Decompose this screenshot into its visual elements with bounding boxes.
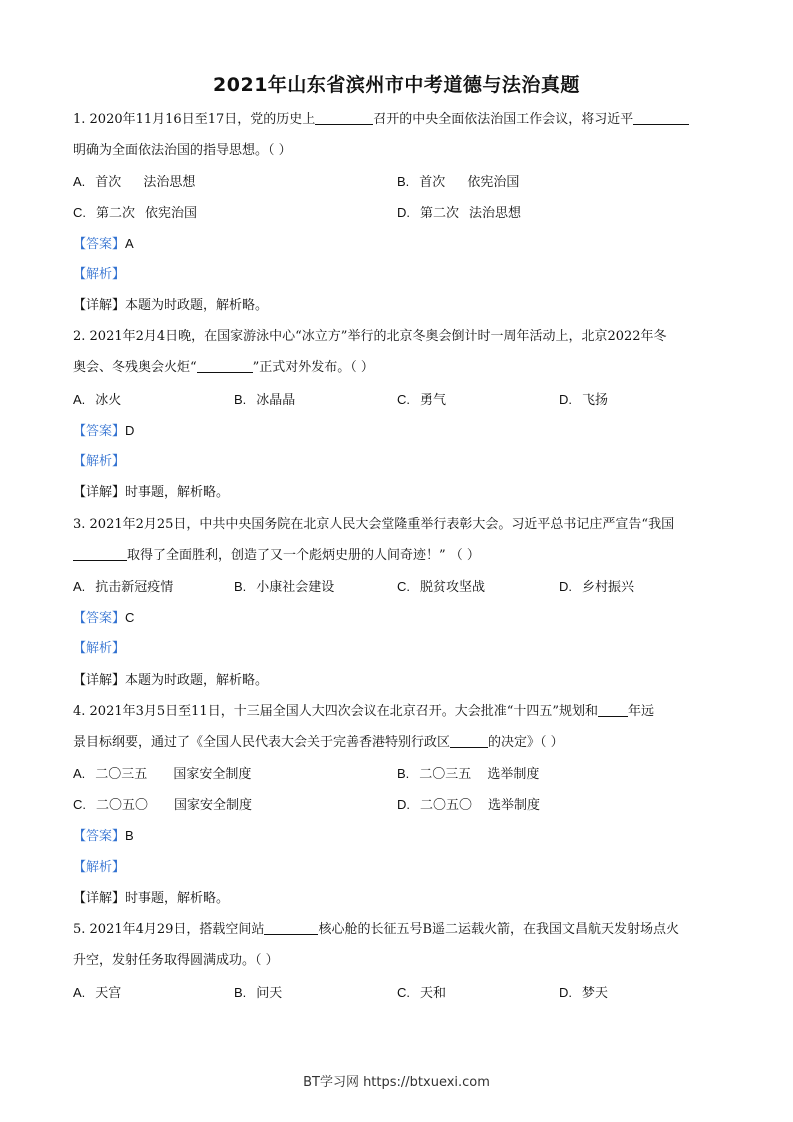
- option-c: C. 二〇五〇 国家安全制度: [73, 797, 253, 813]
- fill-blank: [315, 111, 373, 125]
- option-b: B. 二〇三五 选举制度: [397, 766, 540, 782]
- answer-line: 【答案】A: [73, 236, 134, 252]
- fill-blank: [450, 734, 488, 748]
- option-c: C. 勇气: [397, 392, 447, 408]
- option-d: D. 梦天: [559, 985, 609, 1001]
- question-4-line-2: 景目标纲要，通过了《全国人民代表大会关于完善香港特别行政区 的决定》（ ）: [73, 735, 564, 750]
- analysis-line: 【解析】: [73, 860, 126, 875]
- option-a: A. 抗击新冠疫情: [73, 579, 174, 595]
- question-3-line-1: 3. 2021年2月25日，中共中央国务院在北京人民大会堂隆重举行表彰大会。习近平总书记庄严宣告“我国: [73, 517, 675, 532]
- detail-line: 【详解】时事题，解析略。: [73, 485, 230, 500]
- fill-blank: [264, 921, 318, 935]
- analysis-line: 【解析】: [73, 267, 126, 282]
- fill-blank: [197, 359, 253, 373]
- question-2-line-1: 2. 2021年2月4日晚，在国家游泳中心“冰立方”举行的北京冬奥会倒计时一周年活动上，北京2022年冬: [73, 329, 667, 344]
- option-c: C. 天和: [397, 985, 447, 1001]
- option-c: C. 脱贫攻坚战: [397, 579, 486, 595]
- option-a: A. 天宫: [73, 985, 122, 1001]
- fill-blank: [598, 703, 628, 717]
- option-c: C. 第二次 依宪治国: [73, 205, 198, 221]
- detail-line: 【详解】时事题，解析略。: [73, 891, 230, 906]
- option-a: A. 首次 法治思想: [73, 174, 196, 190]
- option-d: D. 二〇五〇 选举制度: [397, 797, 541, 813]
- analysis-line: 【解析】: [73, 641, 126, 656]
- footer-watermark[interactable]: BT学习网 https://btxuexi.com: [303, 1075, 490, 1090]
- question-1-line-2: 明确为全面依法治国的指导思想。（ ）: [73, 143, 292, 158]
- option-b: B. 小康社会建设: [234, 579, 335, 595]
- page-title: 2021年山东省滨州市中考道德与法治真题: [213, 74, 580, 96]
- question-3-line-2: 取得了全面胜利，创造了又一个彪炳史册的人间奇迹！” （ ）: [73, 547, 733, 565]
- question-5-line-1: 5. 2021年4月29日，搭载空间站 核心舱的长征五号B遥二运载火箭，在我国文昌航天发射场点火: [73, 922, 679, 937]
- question-1-line-1: 1. 2020年11月16日至17日，党的历史上 召开的中央全面依法治国工作会议，将习近平: [73, 111, 733, 129]
- option-b: B. 问天: [234, 985, 283, 1001]
- answer-line: 【答案】C: [73, 610, 135, 626]
- analysis-line: 【解析】: [73, 454, 126, 469]
- detail-line: 【详解】本题为时政题，解析略。: [73, 298, 269, 313]
- option-b: B. 首次 依宪治国: [397, 174, 520, 190]
- fill-blank: [73, 547, 127, 561]
- answer-line: 【答案】B: [73, 828, 134, 844]
- option-d: D. 飞扬: [559, 392, 609, 408]
- option-b: B. 冰晶晶: [234, 392, 296, 408]
- detail-line: 【详解】本题为时政题，解析略。: [73, 673, 269, 688]
- question-5-line-2: 升空，发射任务取得圆满成功。（ ）: [73, 953, 279, 968]
- question-2-line-2: 奥会、冬残奥会火炬“ ”正式对外发布。（ ）: [73, 360, 374, 375]
- option-a: A. 冰火: [73, 392, 122, 408]
- answer-line: 【答案】D: [73, 423, 135, 439]
- fill-blank: [633, 111, 689, 125]
- option-d: D. 乡村振兴: [559, 579, 635, 595]
- option-d: D. 第二次 法治思想: [397, 205, 522, 221]
- question-4-line-1: 4. 2021年3月5日至11日，十三届全国人大四次会议在北京召开。大会批准“十四五”规划和 年远: [73, 704, 655, 719]
- option-a: A. 二〇三五 国家安全制度: [73, 766, 252, 782]
